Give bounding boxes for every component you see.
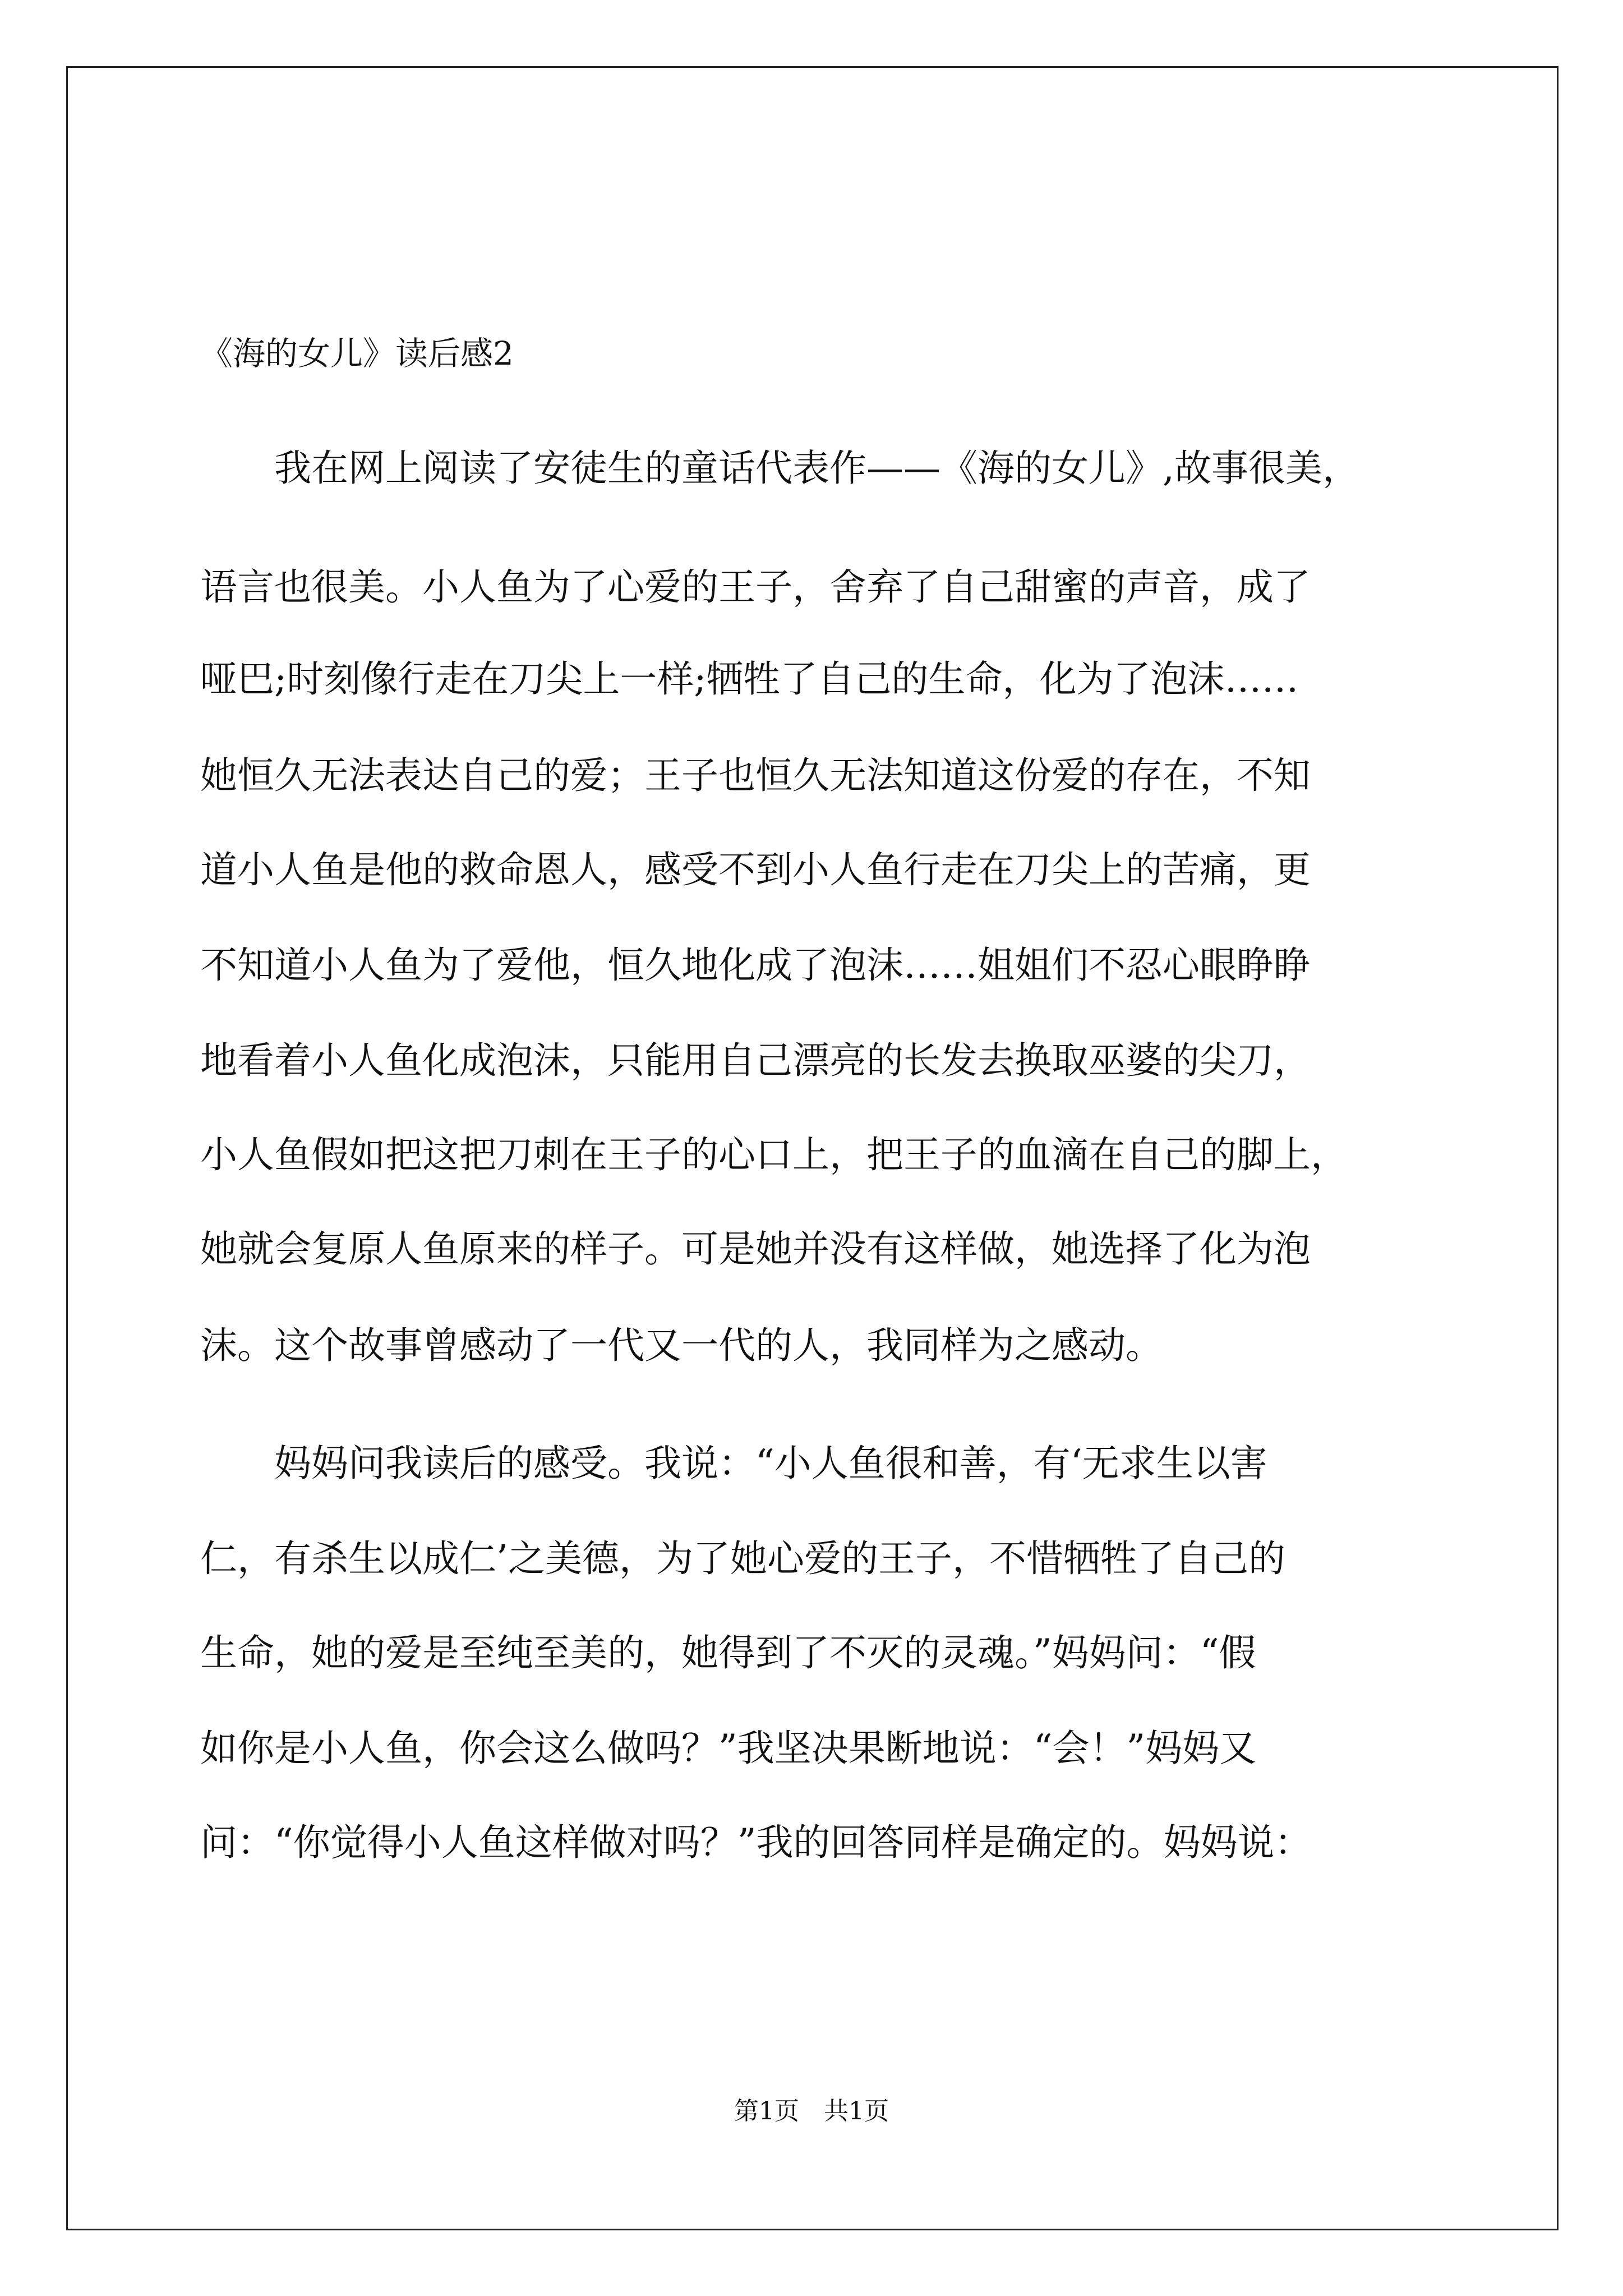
text-line-3: 哑巴;时刻像行走在刀尖上一样;牺牲了自己的生命，化为了泡沫…… bbox=[200, 657, 1299, 701]
text-line-7: 地看着小人鱼化成泡沫，只能用自己漂亮的长发去换取巫婆的尖刀， bbox=[200, 1039, 1311, 1082]
document-title: 《海的女儿》读后感2 bbox=[200, 334, 514, 372]
text-line-15: 问：“你觉得小人鱼这样做对吗？”我的回答同样是确定的。妈妈说： bbox=[200, 1821, 1312, 1864]
page-footer: 第1页 共1页 bbox=[734, 2097, 889, 2125]
text-line-14: 如你是小人鱼，你会这么做吗？”我坚决果断地说：“会！”妈妈又 bbox=[200, 1727, 1257, 1770]
text-line-2: 语言也很美。小人鱼为了心爱的王子，舍弃了自己甜蜜的声音，成了 bbox=[200, 565, 1311, 609]
text-line-9: 她就会复原人鱼原来的样子。可是她并没有这样做，她选择了化为泡 bbox=[200, 1227, 1311, 1271]
text-line-4: 她恒久无法表达自己的爱；王子也恒久无法知道这份爱的存在，不知 bbox=[200, 754, 1311, 797]
text-line-11: 妈妈问我读后的感受。我说：“小人鱼很和善，有‘无求生以害 bbox=[200, 1442, 1267, 1485]
text-line-6: 不知道小人鱼为了爱他，恒久地化成了泡沫……姐姐们不忍心眼睁睁 bbox=[200, 944, 1311, 987]
text-line-1: 我在网上阅读了安徒生的童话代表作——《海的女儿》,故事很美， bbox=[200, 447, 1359, 490]
text-line-5: 道小人鱼是他的救命恩人，感受不到小人鱼行走在刀尖上的苦痛，更 bbox=[200, 848, 1311, 891]
text-line-10: 沫。这个故事曾感动了一代又一代的人，我同样为之感动。 bbox=[200, 1324, 1163, 1367]
text-line-13: 生命，她的爱是至纯至美的，她得到了不灭的灵魂。”妈妈问：“假 bbox=[200, 1631, 1256, 1674]
text-line-12: 仁，有杀生以成仁’之美德，为了她心爱的王子，不惜牺牲了自己的 bbox=[200, 1537, 1285, 1580]
text-line-8: 小人鱼假如把这把刀刺在王子的心口上，把王子的血滴在自己的脚上， bbox=[200, 1133, 1348, 1176]
